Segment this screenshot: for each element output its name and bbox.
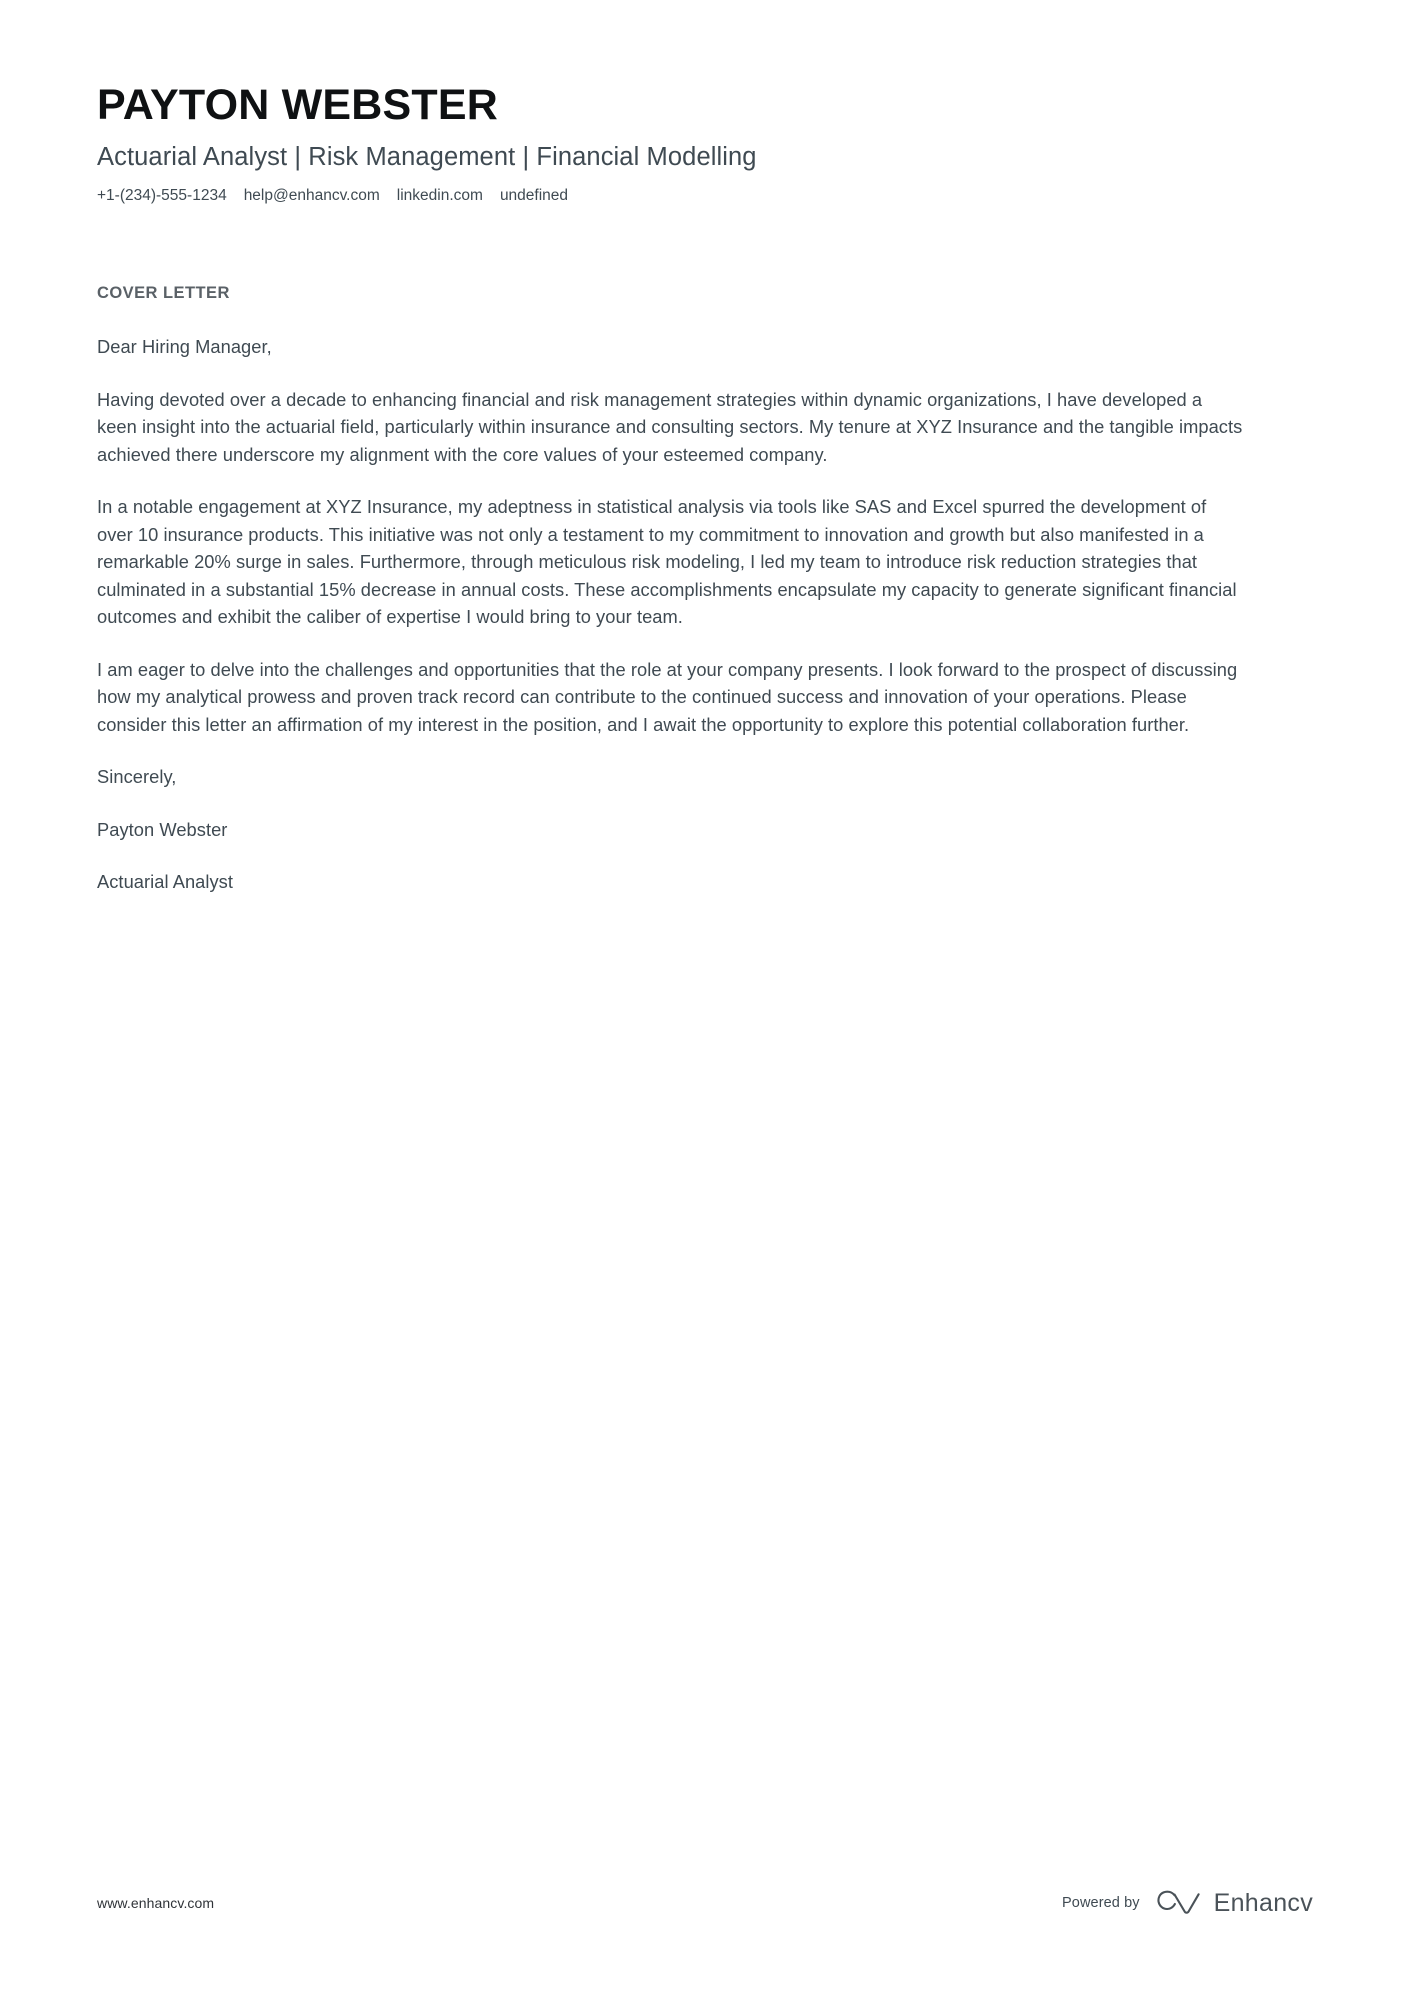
letter-header bbox=[97, 0, 1313, 207]
signature-name: Payton Webster bbox=[97, 818, 228, 840]
footer-brand-block bbox=[1062, 1889, 1313, 1917]
cover-letter-section bbox=[97, 282, 1313, 896]
enhancv-logo[interactable] bbox=[1157, 1889, 1313, 1917]
powered-by-label: Powered by bbox=[1062, 1895, 1140, 1911]
letter-paragraph-2: In a notable engagement at XYZ Insurance, my adeptness in statistical analysis via tools like SAS and Excel spurred the development of over 10 insurance products. This initiative was not only a testament to my commitment to innovation and growth but also manifested in a remarkable 20% surge in sales. Furthermore, through meticulous risk modeling, I led my team to introduce risk reduction strategies that culminated in a substantial 15% decrease in annual costs. These accomplishments encapsulate my capacity to generate significant financial outcomes and exhibit the caliber of expertise I would bring to your team. bbox=[97, 496, 1237, 627]
letter-closing: Sincerely, bbox=[97, 766, 177, 787]
letter-body bbox=[97, 333, 1313, 896]
signature-title: Actuarial Analyst bbox=[97, 871, 233, 892]
page-title: PAYTON WEBSTER bbox=[97, 81, 499, 129]
enhancv-cv-mark-icon bbox=[1157, 1890, 1203, 1916]
enhancv-wordmark: Enhancv bbox=[1213, 1889, 1313, 1917]
page-footer bbox=[97, 1889, 1313, 1917]
document-content bbox=[97, 0, 1313, 896]
contact-phone[interactable]: +1-(234)-555-1234 bbox=[97, 187, 227, 204]
contact-email[interactable]: help@enhancv.com bbox=[243, 187, 380, 204]
footer-website-url[interactable]: www.enhancv.com bbox=[97, 1895, 215, 1911]
contact-location: undefined bbox=[499, 187, 569, 204]
letter-salutation: Dear Hiring Manager, bbox=[97, 336, 272, 357]
contact-row bbox=[97, 185, 1313, 207]
letter-paragraph-1: Having devoted over a decade to enhancing financial and risk management strategies within dynamic organizations, I have developed a keen insight into the actuarial field, particularly within insurance and consulting sectors. My tenure at XYZ Insurance and the tangible impacts achieved there underscore my alignment with the core values of your esteemed company. bbox=[97, 388, 1243, 465]
section-heading: COVER LETTER bbox=[97, 284, 230, 302]
letter-paragraph-3: I am eager to delve into the challenges and opportunities that the role at your company presents. I look forward to the prospect of discussing how my analytical prowess and proven track record can contribute to the continued success and innovation of your operations. Please consider this letter an affirmation of my interest in the position, and I await the opportunity to explore this potential collaboration further. bbox=[97, 658, 1238, 735]
professional-tagline: Actuarial Analyst | Risk Management | Financial Modelling bbox=[97, 143, 757, 171]
contact-linkedin[interactable]: linkedin.com bbox=[396, 187, 483, 204]
